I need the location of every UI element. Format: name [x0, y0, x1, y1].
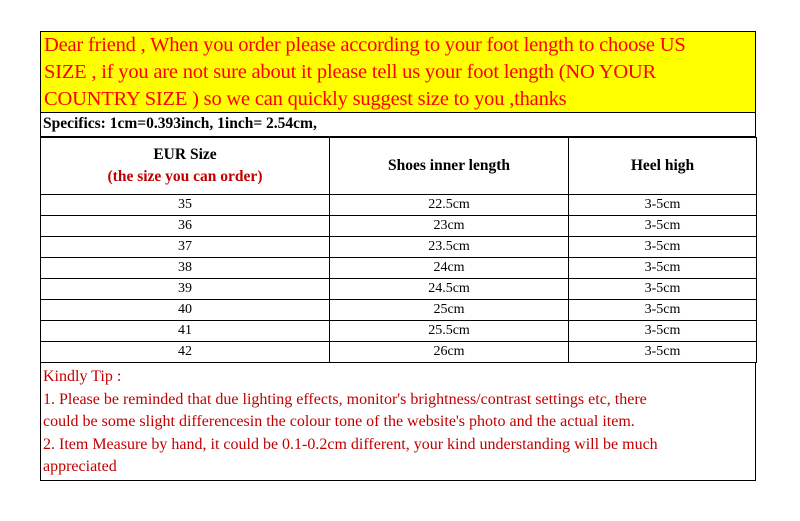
cell-length: 23cm	[330, 216, 569, 237]
table-row	[41, 279, 757, 300]
header-eur-size	[41, 138, 330, 195]
table-row	[41, 342, 757, 363]
header-eur-sublabel: (the size you can order)	[107, 168, 263, 185]
cell-heel: 3-5cm	[569, 321, 757, 342]
cell-eur: 36	[41, 216, 330, 237]
tip-title: Kindly Tip :	[43, 368, 122, 385]
kindly-tip-section	[40, 363, 756, 481]
cell-heel: 3-5cm	[569, 195, 757, 216]
cell-eur: 42	[41, 342, 330, 363]
cell-length: 24.5cm	[330, 279, 569, 300]
cell-length: 22.5cm	[330, 195, 569, 216]
cell-eur: 41	[41, 321, 330, 342]
tip-line: 1. Please be reminded that due lighting effects, monitor's brightness/contrast settings etc, there	[43, 390, 647, 408]
cell-heel: 3-5cm	[569, 258, 757, 279]
cell-length: 26cm	[330, 342, 569, 363]
cell-heel: 3-5cm	[569, 216, 757, 237]
unit-conversion-note: Specifics: 1cm=0.393inch, 1inch= 2.54cm,	[40, 113, 756, 137]
cell-eur: 39	[41, 279, 330, 300]
tip-line: appreciated	[43, 458, 117, 475]
cell-eur: 40	[41, 300, 330, 321]
table-row	[41, 258, 757, 279]
order-notice-banner	[40, 31, 756, 113]
notice-line: SIZE , if you are not sure about it please tell us your foot length (NO YOUR	[44, 61, 657, 83]
table-row	[41, 195, 757, 216]
cell-length: 25cm	[330, 300, 569, 321]
cell-heel: 3-5cm	[569, 237, 757, 258]
table-row	[41, 216, 757, 237]
header-eur-label: EUR Size	[153, 146, 217, 163]
cell-eur: 38	[41, 258, 330, 279]
size-chart	[40, 31, 756, 481]
cell-heel: 3-5cm	[569, 300, 757, 321]
cell-eur: 37	[41, 237, 330, 258]
table-row	[41, 237, 757, 258]
table-row	[41, 321, 757, 342]
cell-length: 25.5cm	[330, 321, 569, 342]
tip-line: could be some slight differencesin the colour tone of the website's photo and the actual item.	[43, 413, 635, 430]
table-row	[41, 300, 757, 321]
cell-length: 23.5cm	[330, 237, 569, 258]
table-header-row	[41, 138, 757, 195]
cell-eur: 35	[41, 195, 330, 216]
notice-line: COUNTRY SIZE ) so we can quickly suggest size to you ,thanks	[44, 88, 567, 110]
cell-heel: 3-5cm	[569, 342, 757, 363]
cell-heel: 3-5cm	[569, 279, 757, 300]
tip-line: 2. Item Measure by hand, it could be 0.1-0.2cm different, your kind understanding will be much	[43, 435, 658, 453]
header-inner-length: Shoes inner length	[330, 138, 569, 195]
notice-line: Dear friend , When you order please according to your foot length to choose US	[44, 34, 686, 56]
size-table	[40, 137, 757, 363]
header-heel-high: Heel high	[569, 138, 757, 195]
cell-length: 24cm	[330, 258, 569, 279]
